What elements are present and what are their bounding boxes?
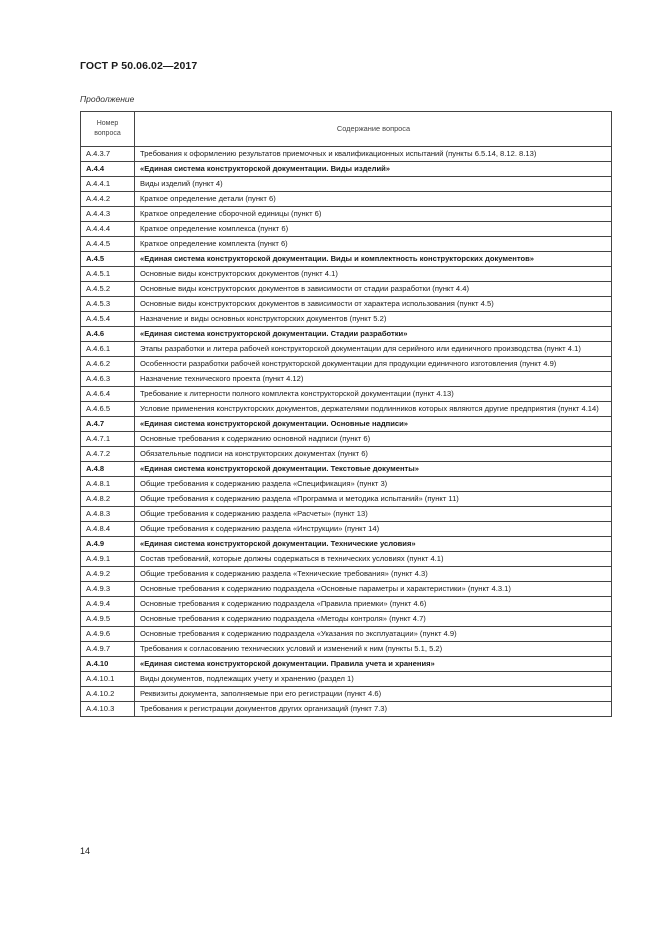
question-number: А.4.10.3 [81, 702, 135, 717]
question-content: Требования к регистрации документов других организаций (пункт 7.3) [135, 702, 612, 717]
section-row [81, 327, 612, 342]
question-content: Виды документов, подлежащих учету и хранению (раздел 1) [135, 672, 612, 687]
question-number: А.4.8.4 [81, 522, 135, 537]
question-content: Краткое определение сборочной единицы (пункт 6) [135, 207, 612, 222]
table-row [81, 477, 612, 492]
question-content: Общие требования к содержанию раздела «Инструкции» (пункт 14) [135, 522, 612, 537]
table-row [81, 627, 612, 642]
question-content: Основные виды конструкторских документов в зависимости от характера использования (пункт 4.5) [135, 297, 612, 312]
question-content: Требование к литерности полного комплекта конструкторской документации (пункт 4.13) [135, 387, 612, 402]
table-row [81, 492, 612, 507]
question-number: А.4.6 [81, 327, 135, 342]
table-row [81, 342, 612, 357]
question-number: А.4.9.7 [81, 642, 135, 657]
question-number: А.4.8.2 [81, 492, 135, 507]
section-row [81, 537, 612, 552]
table-row [81, 192, 612, 207]
table-row [81, 312, 612, 327]
question-number: А.4.6.3 [81, 372, 135, 387]
question-content: Основные требования к содержанию подраздела «Основные параметры и характеристики» (пункт 4.3.1) [135, 582, 612, 597]
questions-table [80, 111, 612, 717]
table-row [81, 642, 612, 657]
question-content: Общие требования к содержанию раздела «Технические требования» (пункт 4.3) [135, 567, 612, 582]
question-number: А.4.4.2 [81, 192, 135, 207]
table-row [81, 687, 612, 702]
question-content: «Единая система конструкторской документации. Основные надписи» [135, 417, 612, 432]
question-content: Требования к оформлению результатов приемочных и квалификационных испытаний (пункты 6.5.14, 8.12. 8.13) [135, 147, 612, 162]
question-number: А.4.9.3 [81, 582, 135, 597]
question-content: Основные требования к содержанию подраздела «Правила приемки» (пункт 4.6) [135, 597, 612, 612]
question-content: Требования к согласованию технических условий и изменений к ним (пункты 5.1, 5.2) [135, 642, 612, 657]
question-content: Основные требования к содержанию подраздела «Указания по эксплуатации» (пункт 4.9) [135, 627, 612, 642]
question-content: Краткое определение детали (пункт 6) [135, 192, 612, 207]
question-number: А.4.9.4 [81, 597, 135, 612]
question-content: Условие применения конструкторских документов, держателями подлинников которых являются другие предприятия (пункт 4.14) [135, 402, 612, 417]
question-number: А.4.4.5 [81, 237, 135, 252]
section-row [81, 162, 612, 177]
question-number: А.4.6.4 [81, 387, 135, 402]
table-row [81, 147, 612, 162]
table-row [81, 282, 612, 297]
table-row [81, 672, 612, 687]
question-content: Общие требования к содержанию раздела «Спецификация» (пункт 3) [135, 477, 612, 492]
question-content: Виды изделий (пункт 4) [135, 177, 612, 192]
table-row [81, 177, 612, 192]
table-row [81, 567, 612, 582]
table-row [81, 267, 612, 282]
table-row [81, 207, 612, 222]
question-number: А.4.8 [81, 462, 135, 477]
question-content: Общие требования к содержанию раздела «Расчеты» (пункт 13) [135, 507, 612, 522]
question-number: А.4.9 [81, 537, 135, 552]
table-row [81, 582, 612, 597]
question-content: Реквизиты документа, заполняемые при его регистрации (пункт 4.6) [135, 687, 612, 702]
question-content: Краткое определение комплекта (пункт 6) [135, 237, 612, 252]
page-number: 14 [80, 846, 91, 856]
section-row [81, 657, 612, 672]
table-row [81, 522, 612, 537]
question-content: «Единая система конструкторской документации. Стадии разработки» [135, 327, 612, 342]
question-number: А.4.9.2 [81, 567, 135, 582]
continuation-label: Продолжение [80, 94, 135, 104]
header-number [81, 112, 135, 147]
table-row [81, 597, 612, 612]
question-number: А.4.4 [81, 162, 135, 177]
table-row [81, 387, 612, 402]
section-row [81, 417, 612, 432]
question-number: А.4.6.5 [81, 402, 135, 417]
question-number: А.4.9.6 [81, 627, 135, 642]
question-number: А.4.5.1 [81, 267, 135, 282]
question-content: Общие требования к содержанию раздела «Программа и методика испытаний» (пункт 11) [135, 492, 612, 507]
question-number: А.4.10.1 [81, 672, 135, 687]
question-number: А.4.5.2 [81, 282, 135, 297]
question-number: А.4.4.4 [81, 222, 135, 237]
question-number: А.4.8.1 [81, 477, 135, 492]
question-content: Этапы разработки и литера рабочей конструкторской документации для серийного или единичного производства (пункт 4.1) [135, 342, 612, 357]
question-content: Основные виды конструкторских документов в зависимости от стадии разработки (пункт 4.4) [135, 282, 612, 297]
question-content: Обязательные подписи на конструкторских документах (пункт 6) [135, 447, 612, 462]
table-row [81, 222, 612, 237]
section-row [81, 252, 612, 267]
question-number: А.4.9.1 [81, 552, 135, 567]
question-content: Основные требования к содержанию подраздела «Методы контроля» (пункт 4.7) [135, 612, 612, 627]
table-row [81, 432, 612, 447]
question-content: Особенности разработки рабочей конструкторской документации для продукции единичного изготовления (пункт 4.9) [135, 357, 612, 372]
table-row [81, 237, 612, 252]
question-content: Основные виды конструкторских документов (пункт 4.1) [135, 267, 612, 282]
question-content: Краткое определение комплекса (пункт 6) [135, 222, 612, 237]
question-number: А.4.3.7 [81, 147, 135, 162]
question-number: А.4.10 [81, 657, 135, 672]
question-content: Основные требования к содержанию основной надписи (пункт 6) [135, 432, 612, 447]
section-row [81, 462, 612, 477]
question-number: А.4.7.1 [81, 432, 135, 447]
question-number: А.4.5.4 [81, 312, 135, 327]
question-number: А.4.4.3 [81, 207, 135, 222]
question-number: А.4.9.5 [81, 612, 135, 627]
table-row [81, 552, 612, 567]
header-number-text: Номер вопроса [94, 120, 121, 137]
question-content: Состав требований, которые должны содержаться в технических условиях (пункт 4.1) [135, 552, 612, 567]
question-number: А.4.8.3 [81, 507, 135, 522]
question-content: «Единая система конструкторской документации. Виды изделий» [135, 162, 612, 177]
question-number: А.4.7.2 [81, 447, 135, 462]
table-header-row [81, 112, 612, 147]
question-content: Назначение и виды основных конструкторских документов (пункт 5.2) [135, 312, 612, 327]
question-number: А.4.7 [81, 417, 135, 432]
table-row [81, 447, 612, 462]
question-number: А.4.6.2 [81, 357, 135, 372]
question-content: «Единая система конструкторской документации. Виды и комплектность конструкторских документов» [135, 252, 612, 267]
question-number: А.4.6.1 [81, 342, 135, 357]
question-number: А.4.10.2 [81, 687, 135, 702]
table-row [81, 612, 612, 627]
table-row [81, 357, 612, 372]
document-title: ГОСТ Р 50.06.02—2017 [80, 60, 198, 72]
question-number: А.4.5 [81, 252, 135, 267]
question-number: А.4.5.3 [81, 297, 135, 312]
question-content: «Единая система конструкторской документации. Текстовые документы» [135, 462, 612, 477]
question-content: Назначение технического проекта (пункт 4.12) [135, 372, 612, 387]
question-content: «Единая система конструкторской документации. Технические условия» [135, 537, 612, 552]
table-row [81, 402, 612, 417]
table-row [81, 372, 612, 387]
question-number: А.4.4.1 [81, 177, 135, 192]
table-row [81, 297, 612, 312]
table-row [81, 507, 612, 522]
question-content: «Единая система конструкторской документации. Правила учета и хранения» [135, 657, 612, 672]
table-row [81, 702, 612, 717]
header-content: Содержание вопроса [135, 112, 612, 147]
